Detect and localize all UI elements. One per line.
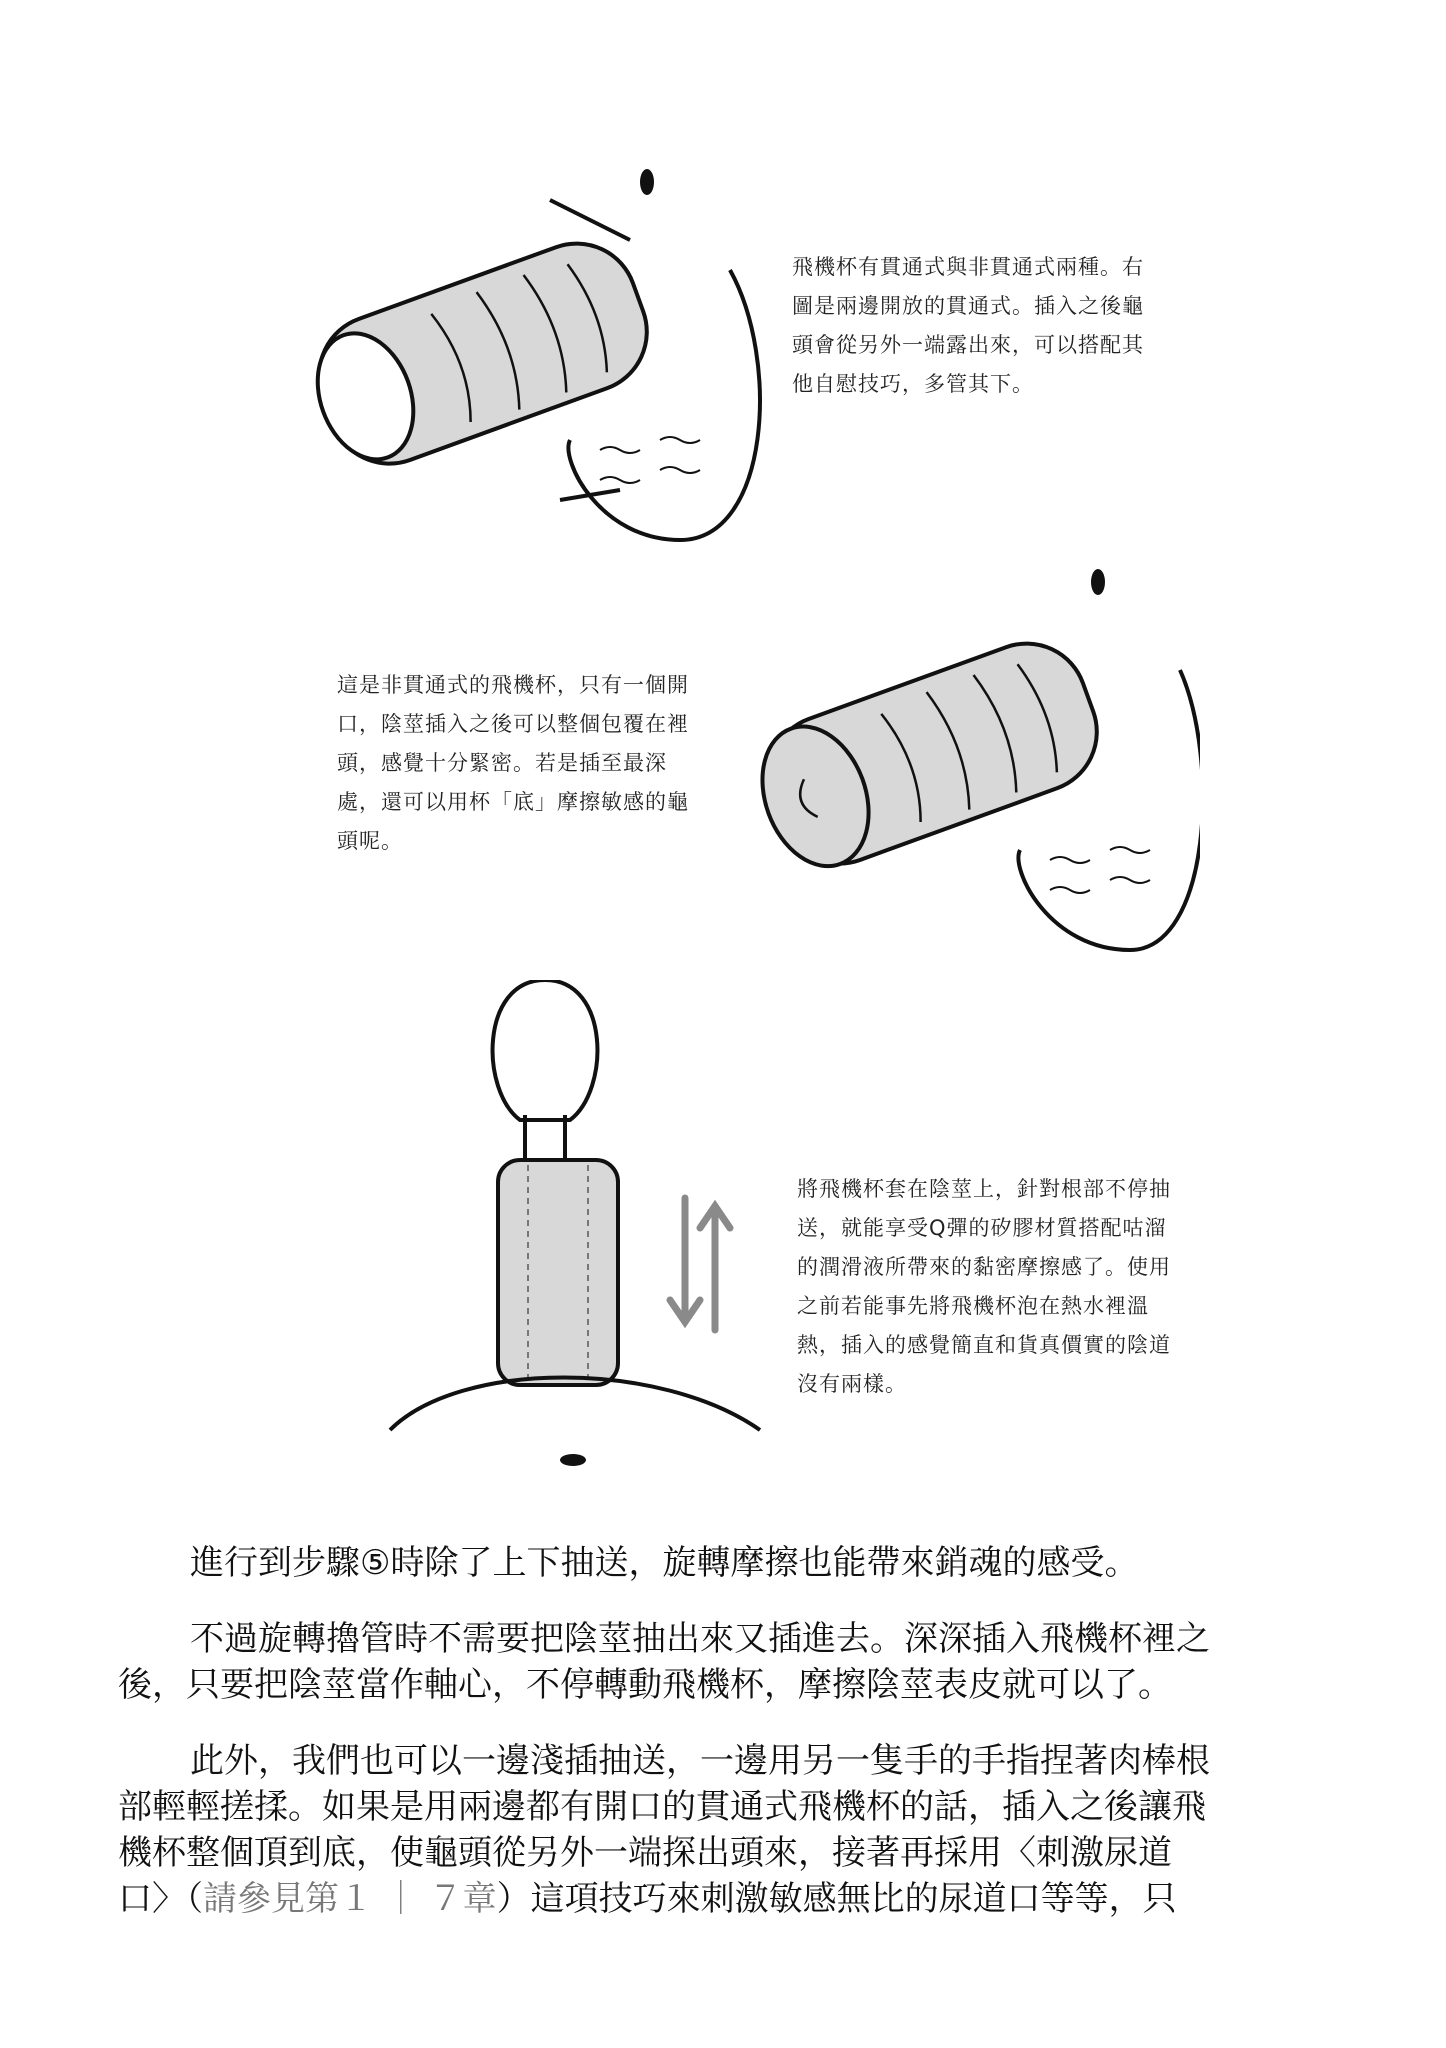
caption-closed-type [337, 666, 689, 861]
body-line: 不過旋轉擼管時不需要把陰莖抽出來又插進去。深深插入飛機杯裡之 [190, 1619, 1210, 1659]
caption-line: 沒有兩樣。 [797, 1372, 907, 1396]
body-line: 機杯整個頂到底，使龜頭從另外一端探出頭來，接著再採用〈刺激尿道 [118, 1833, 1172, 1873]
sleeve-body [498, 1160, 618, 1385]
caption-line: 飛機杯有貫通式與非貫通式兩種。右 [792, 255, 1144, 279]
illustration-closed-type-sleeve [750, 560, 1200, 960]
paragraph-2 [118, 1616, 1348, 1708]
paragraph-1 [118, 1540, 1348, 1586]
body-text [118, 1540, 1348, 1952]
up-down-arrow-icon [670, 1198, 730, 1330]
illustration-base-stroke [380, 980, 780, 1470]
caption-line: 他自慰技巧，多管其下。 [792, 372, 1034, 396]
caption-line: 之前若能事先將飛機杯泡在熱水裡溫 [797, 1294, 1149, 1318]
text-before-ref: 口〉（ [118, 1879, 203, 1919]
body-line: 部輕輕搓揉。如果是用兩邊都有開口的貫通式飛機杯的話，插入之後讓飛 [118, 1787, 1206, 1827]
body-line [118, 1876, 1348, 1922]
paragraph-3 [118, 1738, 1348, 1922]
caption-line: 頭呢。 [337, 829, 403, 853]
caption-line: 將飛機杯套在陰莖上，針對根部不停抽 [797, 1177, 1171, 1201]
caption-line: 圖是兩邊開放的貫通式。插入之後龜 [792, 294, 1144, 318]
caption-through-type [792, 248, 1144, 404]
drop-icon [640, 169, 654, 195]
caption-base-stroke [797, 1170, 1171, 1404]
caption-line: 的潤滑液所帶來的黏密摩擦感了。使用 [797, 1255, 1171, 1279]
caption-line: 熱，插入的感覺簡直和貨真價實的陰道 [797, 1333, 1171, 1357]
caption-line: 頭會從另外一端露出來，可以搭配其 [792, 333, 1144, 357]
illustration-through-type-sleeve [300, 160, 770, 560]
body-line: 後，只要把陰莖當作軸心，不停轉動飛機杯，摩擦陰莖表皮就可以了。 [118, 1665, 1172, 1705]
caption-line: 這是非貫通式的飛機杯，只有一個開 [337, 673, 689, 697]
body-line: 此外，我們也可以一邊淺插抽送，一邊用另一隻手的手指捏著肉棒根 [190, 1741, 1210, 1781]
caption-line: 口，陰莖插入之後可以整個包覆在裡 [337, 712, 689, 736]
navel-dot [560, 1454, 586, 1466]
chapter-reference[interactable]: 請參見第１ ｜ ７章 [203, 1879, 497, 1919]
caption-line: 處，還可以用杯「底」摩擦敏感的龜 [337, 790, 689, 814]
body-line: 進行到步驟⑤時除了上下抽送，旋轉摩擦也能帶來銷魂的感受。 [190, 1543, 1139, 1583]
caption-line: 送，就能享受Q彈的矽膠材質搭配咕溜 [797, 1216, 1167, 1240]
drop-icon [1091, 569, 1105, 595]
text-after-ref: ）這項技巧來刺激敏感無比的尿道口等等，只 [496, 1879, 1177, 1919]
caption-line: 頭，感覺十分緊密。若是插至最深 [337, 751, 667, 775]
